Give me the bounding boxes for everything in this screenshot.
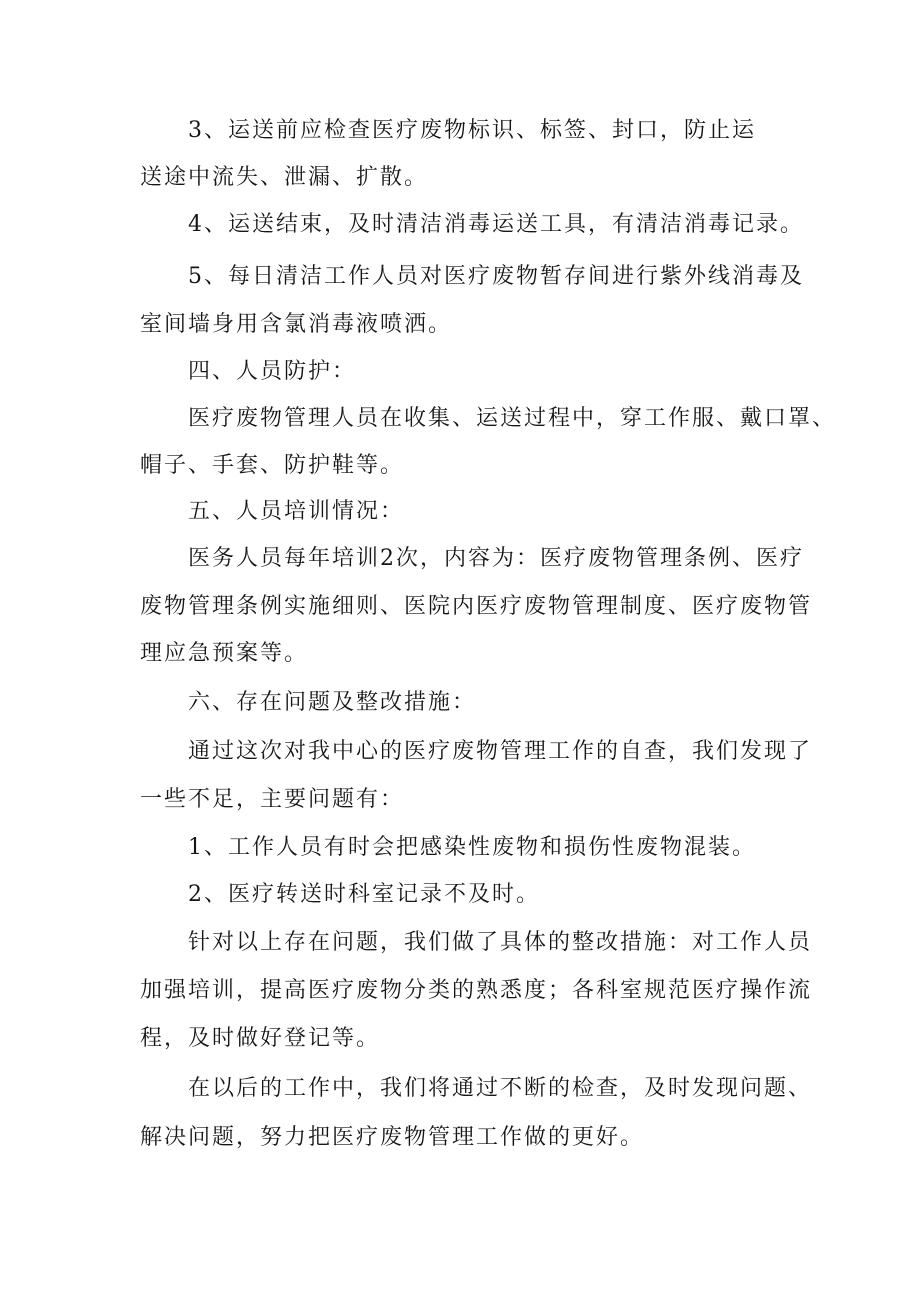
section-heading: 四、人员防护： [188,359,357,384]
text-line: 帽子、手套、防护鞋等。 [140,453,405,478]
text-line: 一些不足，主要问题有： [140,787,405,812]
text-line: 解决问题，努力把医疗废物管理工作做的更好。 [140,1125,645,1150]
text-line: 在以后的工作中，我们将通过不断的检查，及时发现问题、 [188,1076,813,1101]
text-line: 2、医疗转送时科室记录不及时。 [188,882,540,907]
text-line: 5、每日清洁工作人员对医疗废物暂存间进行紫外线消毒及 [188,264,804,289]
section-heading: 五、人员培训情况： [188,499,405,524]
text-line: 通过这次对我中心的医疗废物管理工作的自查，我们发现了 [188,739,813,764]
text-line: 1、工作人员有时会把感染性废物和损伤性废物混装。 [188,835,756,860]
text-line: 室间墙身用含氯消毒液喷洒。 [140,312,453,337]
text-line: 4、运送结束，及时清洁消毒运送工具，有清洁消毒记录。 [188,212,804,237]
text-line: 3、运送前应检查医疗废物标识、标签、封口，防止运 [188,118,756,143]
text-line: 加强培训，提高医疗废物分类的熟悉度；各科室规范医疗操作流 [140,978,813,1003]
text-line: 医务人员每年培训2次，内容为：医疗废物管理条例、医疗 [188,546,804,571]
text-line: 医疗废物管理人员在收集、运送过程中，穿工作服、戴口罩、 [188,406,837,431]
text-line: 送途中流失、泄漏、扩散。 [140,165,429,190]
text-line: 理应急预案等。 [140,641,309,666]
section-heading: 六、存在问题及整改措施： [188,690,477,715]
text-line: 针对以上存在问题，我们做了具体的整改措施：对工作人员 [188,930,813,955]
text-line: 废物管理条例实施细则、医院内医疗废物管理制度、医疗废物管 [140,594,813,619]
text-line: 程，及时做好登记等。 [140,1026,381,1051]
